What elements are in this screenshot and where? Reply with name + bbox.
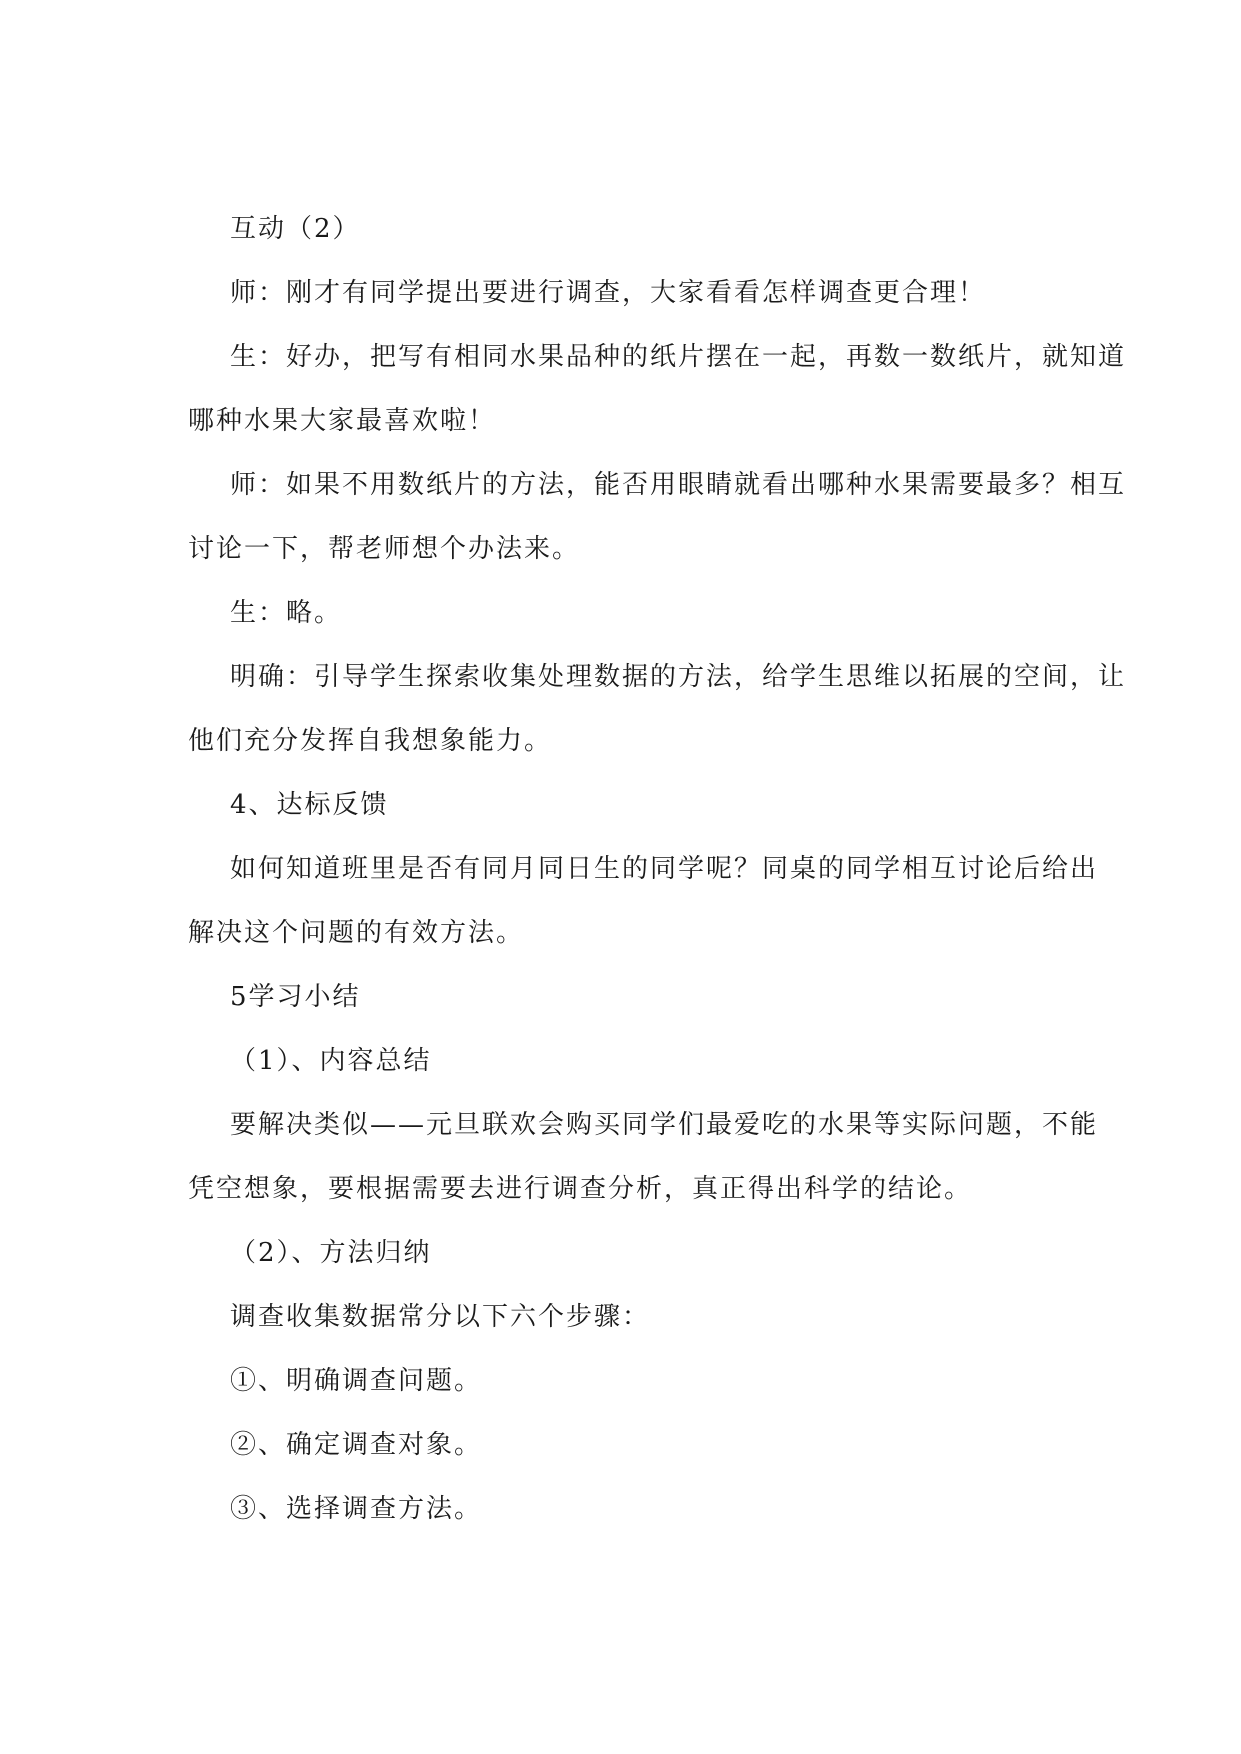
student-line-1b: 哪种水果大家最喜欢啦！ <box>188 406 497 436</box>
summary-text-a: 要解决类似——元旦联欢会购买同学们最爱吃的水果等实际问题，不能 <box>230 1110 1099 1140</box>
steps-intro: 调查收集数据常分以下六个步骤： <box>230 1302 651 1332</box>
summary-text-b: 凭空想象，要根据需要去进行调查分析，真正得出科学的结论。 <box>188 1174 973 1204</box>
clarification-line-b: 他们充分发挥自我想象能力。 <box>188 726 553 756</box>
step-item-2: ②、确定调查对象。 <box>230 1430 483 1460</box>
feedback-question-b: 解决这个问题的有效方法。 <box>188 918 525 948</box>
subheading-method-induction: （2）、方法归纳 <box>230 1238 432 1268</box>
teacher-line-2a: 师：如果不用数纸片的方法，能否用眼睛就看出哪种水果需要最多？相互 <box>230 470 1127 500</box>
heading-interaction-2: 互动（2） <box>230 214 361 244</box>
teacher-line-1: 师：刚才有同学提出要进行调查，大家看看怎样调查更合理！ <box>230 278 987 308</box>
student-line-2: 生：略。 <box>230 598 343 628</box>
step-item-1: ①、明确调查问题。 <box>230 1366 483 1396</box>
section-heading-feedback: 4、达标反馈 <box>230 790 389 820</box>
clarification-line-a: 明确：引导学生探索收集处理数据的方法，给学生思维以拓展的空间，让 <box>230 662 1127 692</box>
subheading-content-summary: （1）、内容总结 <box>230 1046 432 1076</box>
section-heading-summary: 5学习小结 <box>230 982 361 1012</box>
student-line-1a: 生：好办，把写有相同水果品种的纸片摆在一起，再数一数纸片，就知道 <box>230 342 1127 372</box>
teacher-line-2b: 讨论一下，帮老师想个办法来。 <box>188 534 581 564</box>
feedback-question-a: 如何知道班里是否有同月同日生的同学呢？同桌的同学相互讨论后给出 <box>230 854 1099 884</box>
step-item-3: ③、选择调查方法。 <box>230 1494 483 1524</box>
